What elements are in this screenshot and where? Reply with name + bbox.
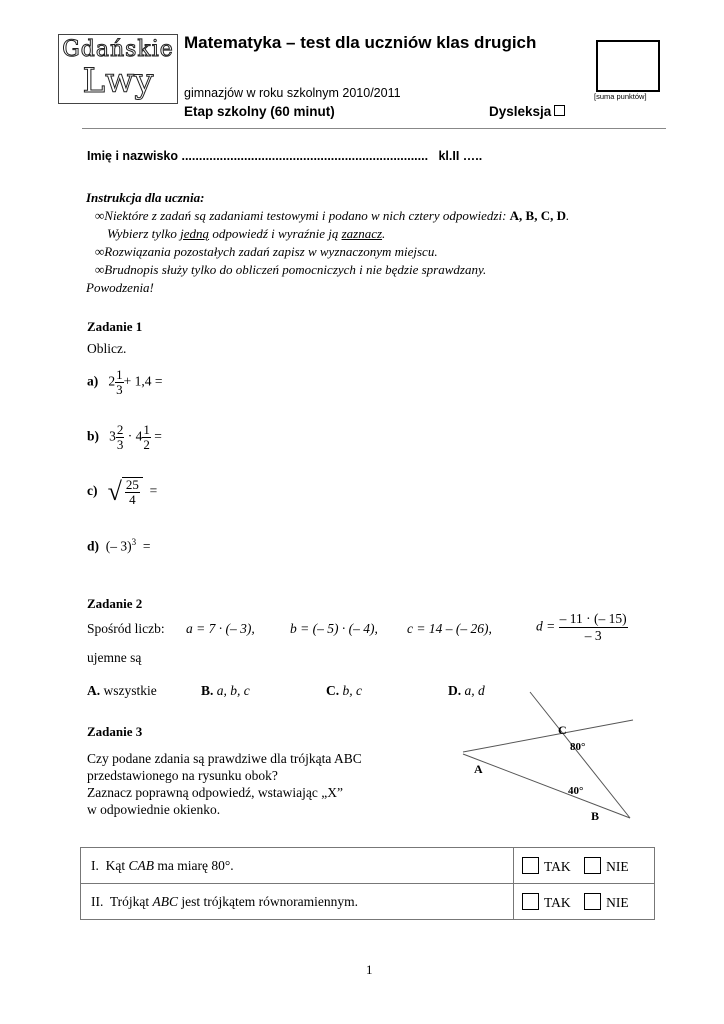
task1-d: d) (– 3)$^3$ = bbox=[87, 537, 151, 554]
line-ac bbox=[463, 720, 633, 752]
logo-line2: Lwy bbox=[82, 61, 154, 101]
statement-cell: II. Trójkąt ABC jest trójkątem równoramiennym. bbox=[81, 884, 514, 920]
task1-b: b) 3 $\frac{2}{3}$ · 4 $\frac{1}{2}$ = bbox=[87, 422, 162, 452]
instruction-item: ∞Niektóre z zadań są zadaniami testowymi i podano w nich cztery odpowiedzi: A, B, C, D. bbox=[95, 208, 570, 223]
task1-d-label: d) bbox=[87, 538, 100, 554]
task2-option-a[interactable]: A. wszystkie bbox=[87, 683, 157, 698]
task2-prompt: Spośród liczb: bbox=[87, 621, 165, 636]
instructions-heading: Instrukcja dla ucznia: bbox=[86, 190, 205, 205]
logo bbox=[58, 34, 178, 104]
task1-a bbox=[87, 368, 162, 397]
task2-b-expr: b = (– 5) · (– 4), bbox=[290, 621, 378, 636]
task1-c: c) √ $\frac{25}{4}$ = bbox=[87, 477, 158, 507]
table-row bbox=[81, 884, 655, 920]
stage-label: Etap szkolny (60 minut) bbox=[184, 104, 335, 119]
task1-c-fraction: $\frac{25}{4}$ bbox=[122, 477, 143, 507]
page-number: 1 bbox=[366, 962, 373, 977]
task1-b-fraction2: $\frac{1}{2}$ bbox=[143, 422, 150, 452]
dyslexia-checkbox[interactable] bbox=[554, 105, 565, 116]
triangle-figure bbox=[455, 684, 645, 829]
task1-heading: Zadanie 1 bbox=[87, 319, 143, 334]
header-divider bbox=[82, 128, 666, 129]
task2-c-expr: c = 14 – (– 26), bbox=[407, 621, 492, 636]
logo-line1: Gdańskie bbox=[62, 37, 174, 62]
dyslexia-text: Dysleksja bbox=[489, 104, 552, 119]
angle-c-label: 80° bbox=[570, 741, 586, 753]
task1-a-rest: + 1,4 = bbox=[123, 373, 163, 389]
task2-option-c[interactable]: C. b, c bbox=[326, 683, 362, 698]
class-field[interactable]: kl.II ….. bbox=[438, 149, 483, 163]
task1-prompt: Oblicz. bbox=[87, 341, 127, 356]
task3-text: Czy podane zdania są prawdziwe dla trójkąta ABC przedstawionego na rysunku obok? Zaznacz poprawną odpowiedź, wstawiając „X” w odpowiednie okienko. bbox=[87, 751, 362, 817]
student-name-line bbox=[87, 149, 482, 163]
nie-checkbox[interactable] bbox=[584, 857, 601, 874]
vertex-a: A bbox=[474, 762, 483, 776]
task3-table bbox=[80, 847, 655, 920]
dyslexia-label bbox=[489, 104, 565, 119]
tak-checkbox[interactable] bbox=[522, 857, 539, 874]
nie-checkbox[interactable] bbox=[584, 893, 601, 910]
sqrt-icon: √ bbox=[107, 477, 122, 506]
task1-c-label: c) bbox=[87, 483, 98, 499]
page-title: Matematyka – test dla uczniów klas drugich bbox=[184, 33, 537, 52]
task2-d-expr: d = $\frac{- 11 \cdot (- 15)}{- 3}$ bbox=[536, 611, 627, 643]
instruction-item: ∞Brudnopis służy tylko do obliczeń pomocniczych i nie będzie sprawdzany. bbox=[95, 262, 487, 277]
task1-a-fraction: $\frac{1}{3}$ bbox=[116, 367, 123, 397]
vertex-b: B bbox=[591, 809, 600, 823]
instruction-item: ∞Rozwiązania pozostałych zadań zapisz w wyznaczonym miejscu. bbox=[95, 244, 438, 259]
tak-checkbox[interactable] bbox=[522, 893, 539, 910]
answer-cell: TAK NIE bbox=[514, 884, 655, 920]
task2-suffix: ujemne są bbox=[87, 650, 142, 665]
angle-b-label: 40° bbox=[568, 785, 584, 797]
task2-option-d[interactable]: D. a, d bbox=[448, 683, 485, 698]
task1-b-label: b) bbox=[87, 428, 100, 444]
task2-option-b[interactable]: B. a, b, c bbox=[201, 683, 250, 698]
instructions bbox=[86, 189, 569, 297]
statement-cell: I. Kąt CAB ma miarę 80°. bbox=[81, 848, 514, 884]
task2-heading: Zadanie 2 bbox=[87, 596, 143, 611]
task3-heading: Zadanie 3 bbox=[87, 724, 143, 739]
subtitle: gimnazjów w roku szkolnym 2010/2011 bbox=[184, 86, 401, 100]
instruction-item-cont: Wybierz tylko jedną odpowiedź i wyraźnie ją zaznacz. bbox=[107, 226, 386, 241]
task1-a-whole: 2 bbox=[108, 373, 116, 389]
score-box[interactable] bbox=[596, 40, 660, 92]
task1-b-fraction1: $\frac{2}{3}$ bbox=[116, 422, 124, 452]
answer-cell: TAK NIE bbox=[514, 848, 655, 884]
name-field[interactable]: Imię i nazwisko ....................................................................... bbox=[87, 149, 429, 163]
vertex-c: C bbox=[558, 723, 567, 737]
closing-text: Powodzenia! bbox=[86, 280, 154, 295]
task2-a-expr: a = 7 · (– 3), bbox=[186, 621, 255, 636]
score-label: [suma punktów] bbox=[594, 92, 647, 101]
task1-a-label: a) bbox=[87, 373, 99, 389]
table-row bbox=[81, 848, 655, 884]
